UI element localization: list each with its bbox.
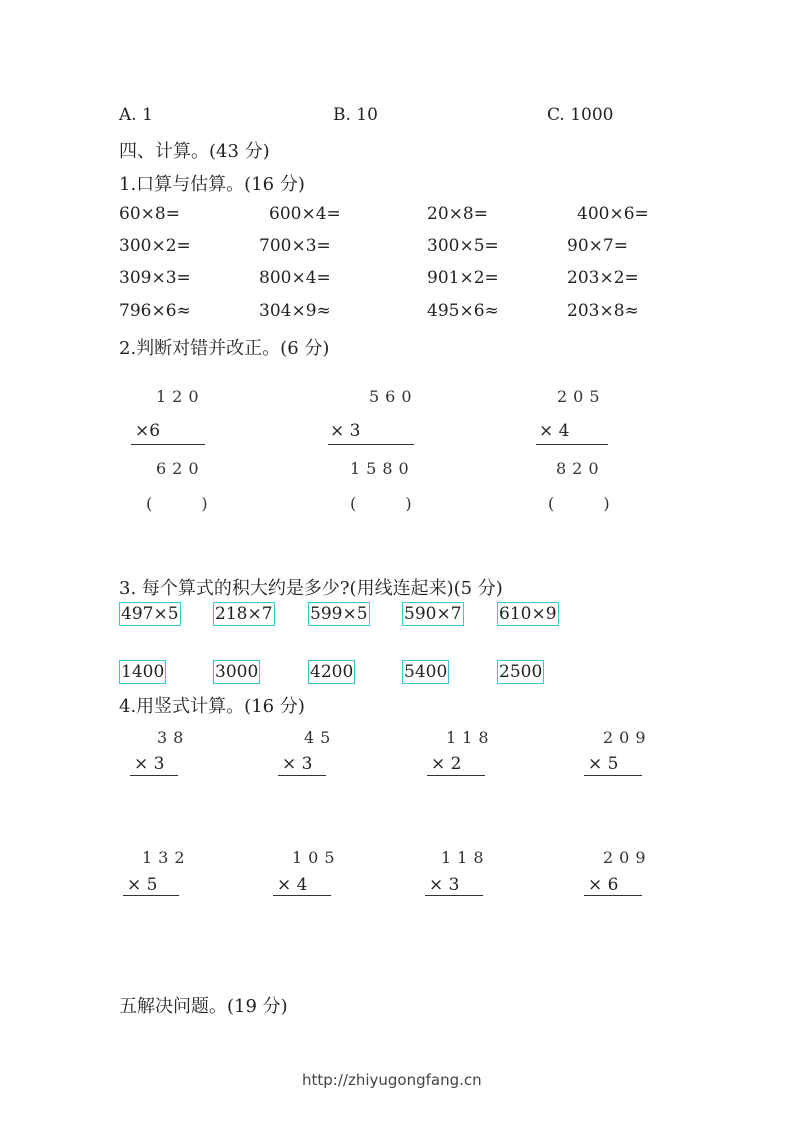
- q3-expression[interactable]: 599×5: [310, 604, 368, 624]
- q2-result: 820: [556, 459, 605, 478]
- q4-top-number: 45: [304, 728, 337, 747]
- q4-rule-line: [130, 775, 178, 776]
- section5-title: 五解决问题。(19 分): [119, 996, 288, 1017]
- q4-rule-line: [427, 775, 485, 776]
- q3-answer[interactable]: 3000: [215, 662, 259, 682]
- section4-title: 四、计算。(43 分): [119, 141, 270, 162]
- q2-rule-line: [536, 444, 608, 445]
- q4-multiplier: × 3: [429, 875, 460, 895]
- q2-multiplier: × 3: [330, 421, 361, 441]
- q2-rule-line: [131, 444, 205, 445]
- q3-answer[interactable]: 5400: [404, 662, 448, 682]
- q1-item: 304×9≈: [259, 301, 331, 321]
- q1-title: 1.口算与估算。(16 分): [119, 174, 305, 195]
- q2-answer-paren[interactable]: ( ): [146, 494, 230, 513]
- q1-item: 300×5=: [427, 236, 499, 256]
- q4-rule-line: [425, 895, 483, 896]
- q2-top-number: 560: [369, 387, 418, 406]
- q3-expression[interactable]: 497×5: [121, 604, 179, 624]
- q3-expression[interactable]: 218×7: [215, 604, 273, 624]
- q4-rule-line: [123, 895, 179, 896]
- q1-item: 400×6=: [577, 204, 649, 224]
- q4-title: 4.用竖式计算。(16 分): [119, 696, 305, 717]
- q4-top-number: 118: [441, 848, 490, 867]
- q4-top-number: 118: [446, 728, 495, 747]
- q2-top-number: 205: [557, 387, 606, 406]
- q1-item: 600×4=: [269, 204, 341, 224]
- q2-multiplier: ×6: [135, 421, 161, 441]
- q3-expression[interactable]: 610×9: [499, 604, 557, 624]
- q2-result: 1580: [350, 459, 415, 478]
- q4-multiplier: × 3: [282, 754, 313, 774]
- q4-multiplier: × 5: [127, 875, 158, 895]
- q4-multiplier: × 3: [134, 754, 165, 774]
- q1-item: 203×2=: [567, 268, 639, 288]
- q4-multiplier: × 2: [431, 754, 462, 774]
- q1-item: 60×8=: [119, 204, 180, 224]
- q2-result: 620: [156, 459, 205, 478]
- q4-top-number: 105: [292, 848, 341, 867]
- q4-multiplier: × 4: [277, 875, 308, 895]
- choice-b: B. 10: [333, 105, 378, 125]
- q4-rule-line: [278, 775, 326, 776]
- q1-item: 495×6≈: [427, 301, 499, 321]
- q1-item: 700×3=: [259, 236, 331, 256]
- q4-top-number: 209: [603, 728, 652, 747]
- choice-a: A. 1: [119, 105, 153, 125]
- q3-answer[interactable]: 2500: [499, 662, 543, 682]
- q1-item: 203×8≈: [567, 301, 639, 321]
- q4-top-number: 38: [157, 728, 190, 747]
- q2-answer-paren[interactable]: ( ): [548, 494, 632, 513]
- q3-title: 3. 每个算式的积大约是多少?(用线连起来)(5 分): [119, 578, 503, 599]
- footer-url[interactable]: http://zhiyugongfang.cn: [302, 1071, 482, 1089]
- q4-top-number: 209: [603, 848, 652, 867]
- q3-expression[interactable]: 590×7: [404, 604, 462, 624]
- q1-item: 800×4=: [259, 268, 331, 288]
- q1-item: 309×3=: [119, 268, 191, 288]
- q4-rule-line: [584, 895, 642, 896]
- q2-multiplier: × 4: [539, 421, 570, 441]
- choice-c: C. 1000: [547, 105, 614, 125]
- q4-multiplier: × 5: [588, 754, 619, 774]
- q4-rule-line: [273, 895, 331, 896]
- q1-item: 90×7=: [567, 236, 628, 256]
- q1-item: 901×2=: [427, 268, 499, 288]
- q4-rule-line: [584, 775, 642, 776]
- q2-answer-paren[interactable]: ( ): [350, 494, 434, 513]
- q2-rule-line: [328, 444, 414, 445]
- q1-item: 20×8=: [427, 204, 488, 224]
- q1-item: 796×6≈: [119, 301, 191, 321]
- q4-top-number: 132: [142, 848, 191, 867]
- q2-top-number: 120: [156, 387, 205, 406]
- q1-item: 300×2=: [119, 236, 191, 256]
- q3-answer[interactable]: 4200: [310, 662, 354, 682]
- q4-multiplier: × 6: [588, 875, 619, 895]
- q2-title: 2.判断对错并改正。(6 分): [119, 338, 330, 359]
- q3-answer[interactable]: 1400: [121, 662, 165, 682]
